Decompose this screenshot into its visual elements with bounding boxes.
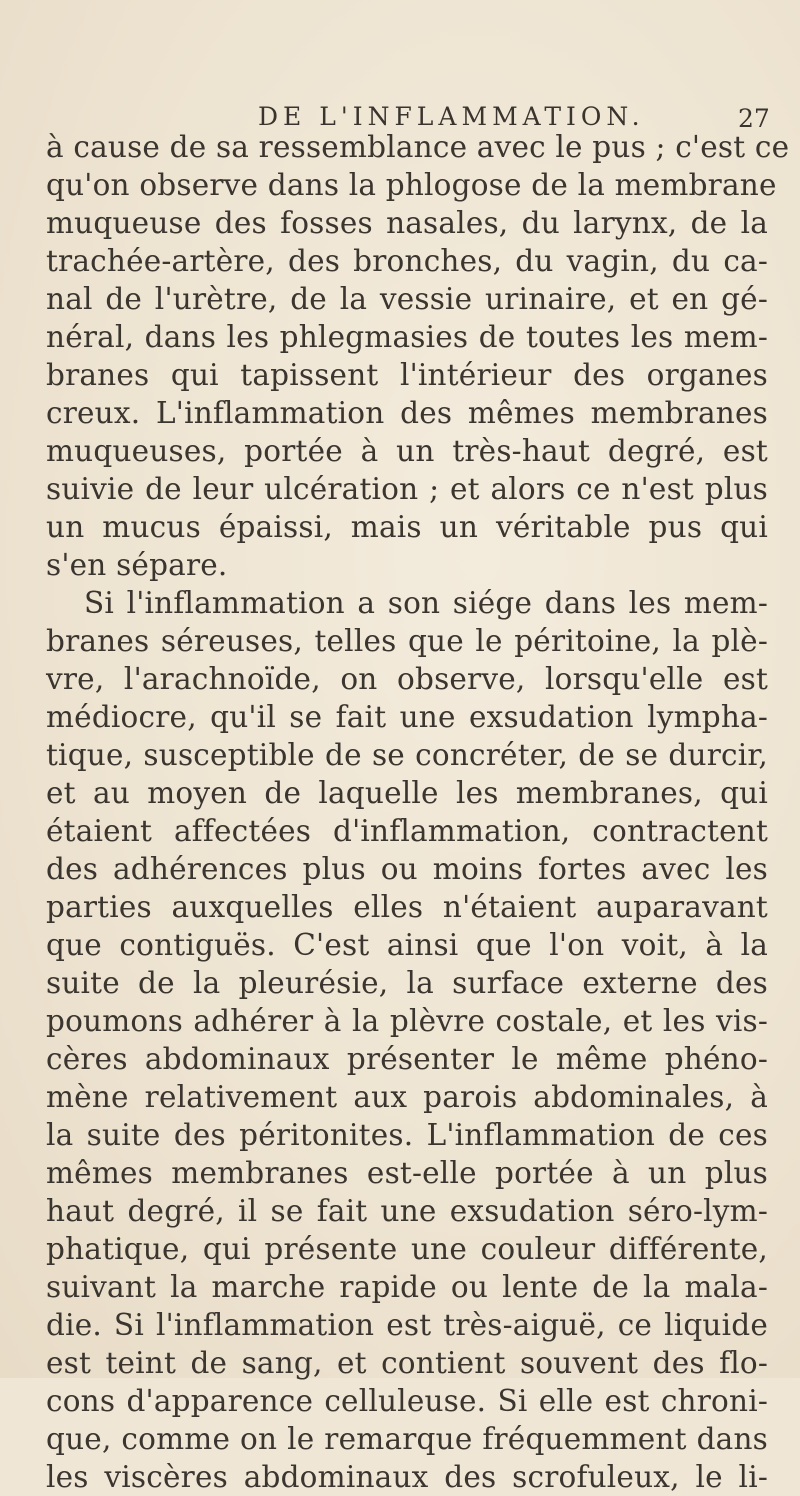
text-line: muqueuse des fosses nasales, du larynx, de la [46,206,768,240]
text-line: la suite des péritonites. L'inflammation de ces [46,1118,768,1152]
text-line: des adhérences plus ou moins fortes avec les [46,852,768,886]
text-line: que, comme on le remarque fréquemment dans [46,1422,768,1456]
text-line: phatique, qui présente une couleur différente, [46,1232,768,1266]
running-title: DE L'INFLAMMATION. [258,102,645,131]
text-line: cères abdominaux présenter le même phéno- [46,1042,768,1076]
text-line: branes qui tapissent l'intérieur des organes [46,358,768,392]
text-line: qu'on observe dans la phlogose de la membrane [46,168,777,202]
text-line: poumons adhérer à la plèvre costale, et les vis- [46,1004,768,1038]
body-text [46,128,790,1496]
text-line: trachée-artère, des bronches, du vagin, du ca- [46,244,768,278]
text-line: médiocre, qu'il se fait une exsudation lympha- [46,700,768,734]
text-line: est teint de sang, et contient souvent des flo- [46,1346,768,1380]
text-line: les viscères abdominaux des scrofuleux, le li- [46,1460,768,1494]
text-line: mène relativement aux parois abdominales, à [46,1080,768,1114]
text-line: parties auxquelles elles n'étaient auparavant [46,890,768,924]
text-line: die. Si l'inflammation est très-aiguë, ce liquide [46,1308,768,1342]
text-line: creux. L'inflammation des mêmes membranes [46,396,768,430]
text-line: tique, susceptible de se concréter, de se durcir, [46,738,768,772]
paragraph-start-line: Si l'inflammation a son siége dans les mem- [84,586,768,620]
text-line: et au moyen de laquelle les membranes, qui [46,776,768,810]
text-line: haut degré, il se fait une exsudation séro-lym- [46,1194,768,1228]
text-line: mêmes membranes est-elle portée à un plus [46,1156,768,1190]
text-line: cons d'apparence celluleuse. Si elle est chroni- [46,1384,768,1418]
page-number: 27 [738,104,770,133]
text-line: vre, l'arachnoïde, on observe, lorsqu'elle est [46,662,768,696]
text-line: nal de l'urètre, de la vessie urinaire, et en gé- [46,282,768,316]
text-line: branes séreuses, telles que le péritoine, la plè- [46,624,768,658]
text-line: étaient affectées d'inflammation, contractent [46,814,768,848]
text-line: muqueuses, portée à un très-haut degré, est [46,434,768,468]
text-line: suivie de leur ulcération ; et alors ce n'est plus [46,472,768,506]
text-line: néral, dans les phlegmasies de toutes les mem- [46,320,768,354]
paragraph-end-line: s'en sépare. [46,548,228,582]
text-line: à cause de sa ressemblance avec le pus ; c'est ce [46,130,790,164]
text-line: suite de la pleurésie, la surface externe des [46,966,768,1000]
text-line: suivant la marche rapide ou lente de la mala- [46,1270,768,1304]
text-line: un mucus épaissi, mais un véritable pus qui [46,510,768,544]
text-line: que contiguës. C'est ainsi que l'on voit, à la [46,928,768,962]
